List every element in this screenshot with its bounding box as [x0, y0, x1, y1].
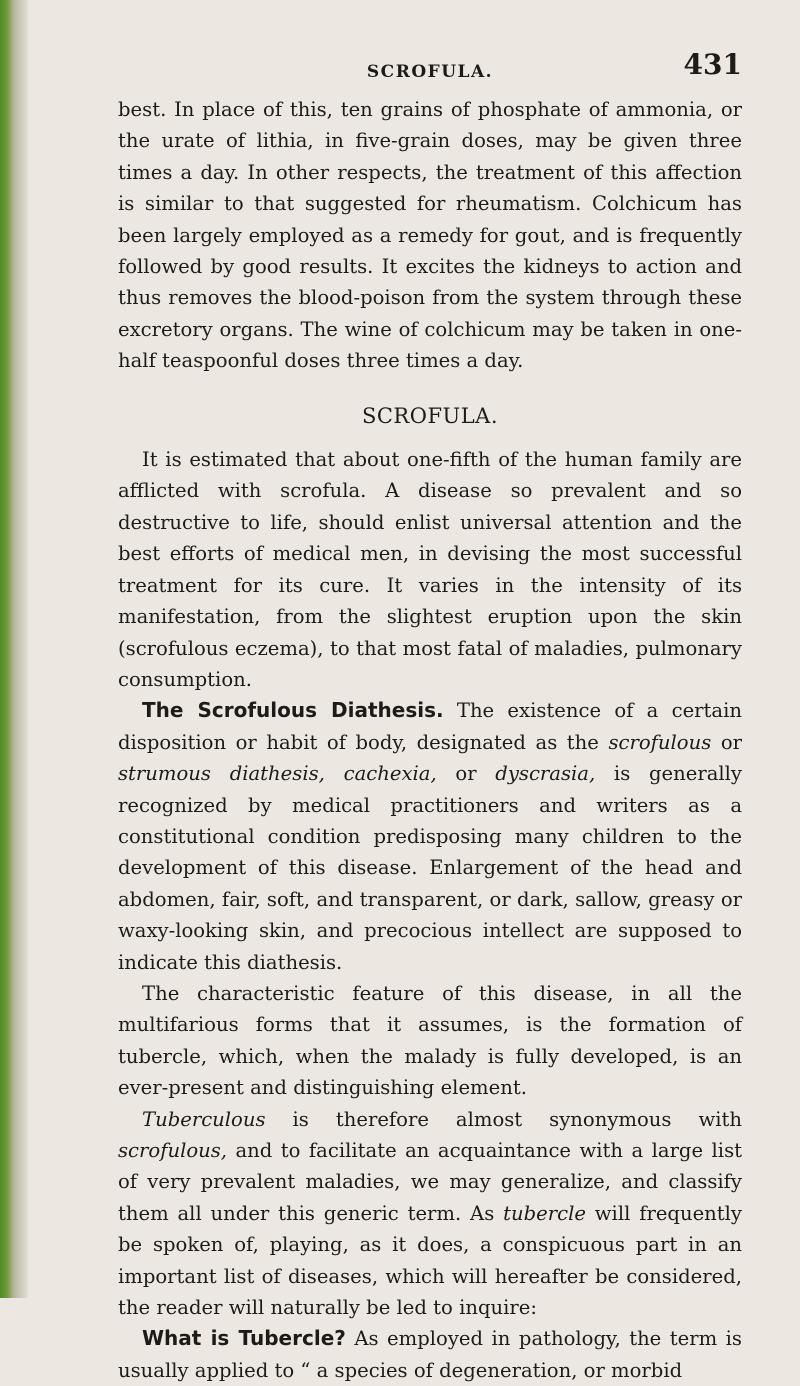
page-binding-edge [0, 0, 28, 1298]
text-run: or [436, 762, 496, 786]
paragraph-tubercle-feature: The characteristic feature of this disease, in all the multifarious forms that it assumes, is the formation of tubercle, which, when the malady is fully developed, is an ever-present and distinguishing element. [118, 981, 742, 1100]
text-run: is therefore almost synonymous with [265, 1107, 742, 1131]
italic-term: scrofulous [608, 730, 712, 754]
text-run: will frequently be spoken of, playing, as it does, a conspicuous part in an important list of diseases, which will hereafter be considered, the reader will naturally be led to inquire: [118, 1201, 742, 1320]
italic-term: Tuberculous [142, 1107, 266, 1131]
text-run: or [711, 730, 742, 754]
text-run: As employed in pathology, the term is usually applied to “ a species of degeneration, or morbid [118, 1327, 742, 1382]
running-title: SCROFULA. [366, 62, 494, 82]
paragraph-scrofula-intro: It is estimated that about one-fifth of the human family are afflicted with scrofula. A disease so prevalent and so destructive to life, should enlist universal attention and the best efforts of medical men, in devising the most successful treatment for its cure. It varies in the intensity of its manifestation, from the slightest eruption upon the skin (scrofulous eczema), to that most fatal of maladies, pulmonary consumption. [118, 448, 742, 691]
section-heading-scrofula: SCROFULA. [361, 403, 499, 428]
book-page [118, 48, 742, 1386]
italic-term: dyscrasia, [495, 762, 596, 786]
italic-term: scrofulous, [118, 1139, 228, 1162]
text-run: is generally recognized by medical practitioners and writers as a constitutional condition predisposing many children to the development of this disease. Enlargement of the head and abdomen, fair, soft, and transparent, or dark, sallow, greasy or waxy-looking skin, and precocious intellect are supposed to indicate this diathesis. [118, 762, 742, 974]
italic-term: strumous diathesis, cachexia, [118, 762, 437, 786]
paragraph-gout-treatment: best. In place of this, ten grains of phosphate of ammonia, or the urate of lithia, in five-grain doses, may be given three times a day. In other respects, the treatment of this affection is similar to that suggested for rheumatism. Colchicum has been largely employed as a remedy for gout, and is frequently followed by good results. It excites the kidneys to action and thus removes the blood-poison from the system through these excretory organs. The wine of colchicum may be taken in one-half teaspoonful doses three times a day. [118, 98, 742, 373]
paragraph-tuberculous-term [118, 1104, 742, 1324]
run-in-heading-tubercle: What is Tubercle? [142, 1326, 346, 1351]
run-in-heading-diathesis: The Scrofulous Diathesis. [142, 698, 444, 723]
italic-term: tubercle [503, 1201, 586, 1225]
text-run: and to facilitate an acquaintance with a large list of very prevalent maladies, we may generalize, and classify them all under this generic term. As [118, 1139, 742, 1225]
text-run: The existence of a certain disposition or habit of body, designated as the [118, 699, 742, 754]
running-head [118, 48, 742, 88]
paragraph-scrofulous-diathesis [118, 695, 742, 978]
paragraph-what-is-tubercle [118, 1323, 742, 1386]
page-number: 431 [683, 48, 742, 81]
body-text [118, 94, 742, 1386]
